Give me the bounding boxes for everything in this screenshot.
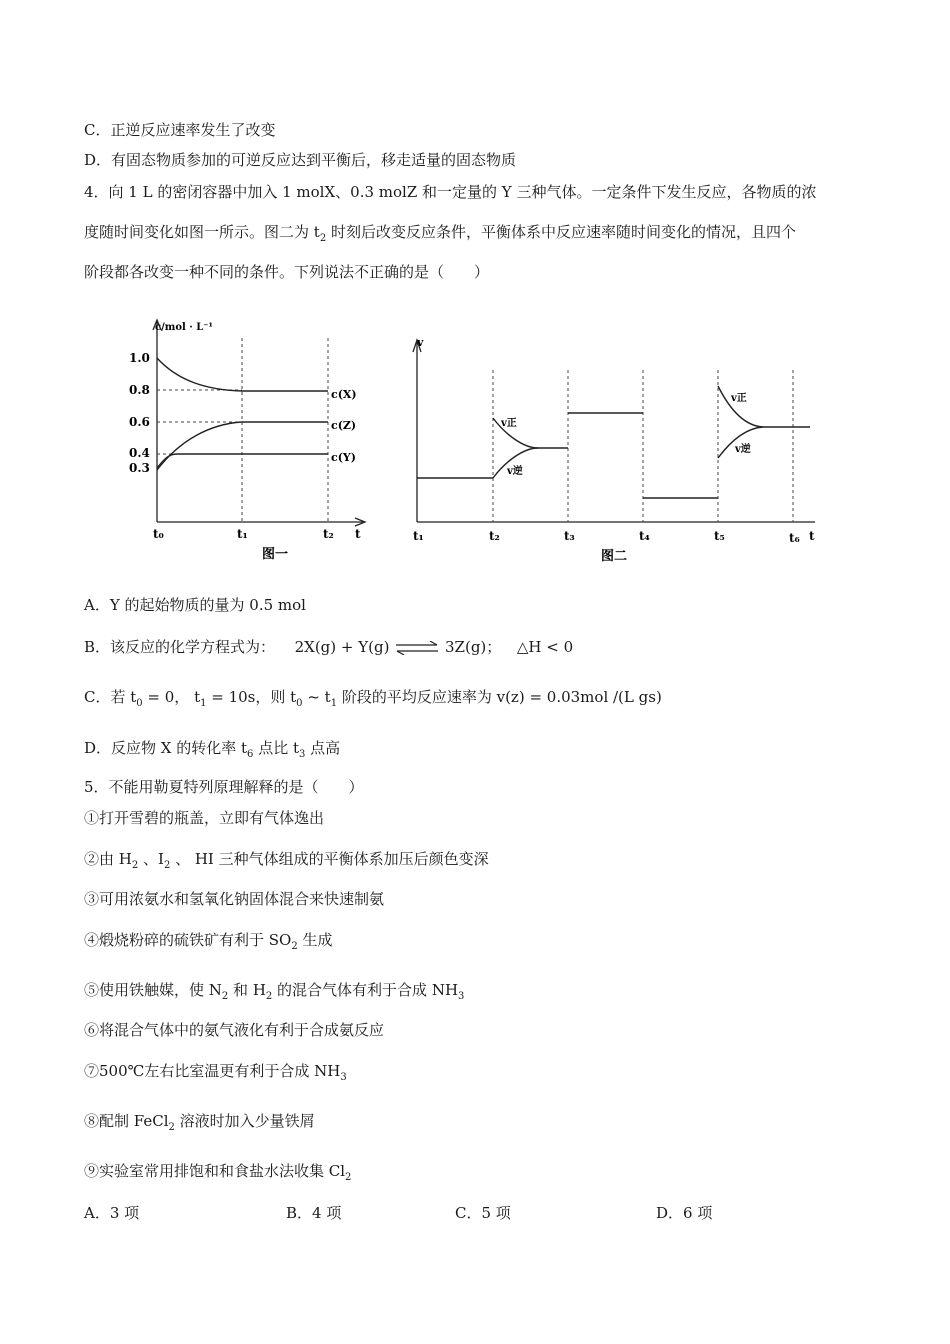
fig1-ylabel: c/mol · L⁻¹ — [155, 322, 213, 333]
q5-option-b: B．4 项 — [286, 1204, 342, 1222]
fig1-series-y: c(Y) — [331, 451, 356, 464]
q4-option-a: A．Y 的起始物质的量为 0.5 mol — [84, 596, 306, 614]
fig2-v-reverse-1: v逆 — [507, 466, 523, 477]
q5-option-d: D．6 项 — [656, 1204, 713, 1222]
q5-option-a: A．3 项 — [84, 1204, 140, 1222]
q4-option-b: B．该反应的化学方程式为： 2X(g) + Y(g) 3Z(g)； △H < 0 — [84, 638, 574, 656]
q5-item-8: ⑧配制 FeCl$_2$ 溶液时加入少量铁屑 — [84, 1112, 315, 1133]
fig2-xtick-t5: t₅ — [714, 529, 725, 543]
fig1-xtick-t1: t₁ — [237, 527, 248, 541]
q5-item-6: ⑥将混合气体中的氨气液化有利于合成氨反应 — [84, 1021, 385, 1039]
fig2-xtick-t6: t₆ — [789, 531, 800, 545]
q4-stem-line2: 度随时间变化如图一所示。图二为 $t_2$ 时刻后改变反应条件，平衡体系中反应速率随时间变化的情况，且四个 — [84, 223, 796, 244]
q5-item-4: ④煅烧粉碎的硫铁矿有利于 $SO_2$ 生成 — [84, 931, 333, 952]
q5-item-1: ①打开雪碧的瓶盖，立即有气体逸出 — [84, 809, 325, 827]
fig1-caption: 图一 — [262, 547, 289, 562]
q4-stem-line1: 4．向 1 L 的密闭容器中加入 1 molX、0.3 molZ 和一定量的 Y 三种气体。一定条件下发生反应，各物质的浓 — [84, 183, 817, 201]
fig2-xtick-t1: t₁ — [413, 529, 424, 543]
q5-item-2: ②由 $H_2$ 、$I_2$ 、 HI 三种气体组成的平衡体系加压后颜色变深 — [84, 850, 489, 871]
fig1-ytick-5: 0.3 — [129, 461, 150, 475]
fig1-ytick-4: 0.4 — [129, 446, 150, 460]
fig2-xtick-t: t — [809, 529, 815, 543]
fig1-ytick-2: 0.8 — [129, 383, 150, 397]
fig1-ytick-3: 0.6 — [129, 415, 150, 429]
q5-item-3: ③可用浓氨水和氢氧化钠固体混合来快速制氨 — [84, 890, 385, 908]
q3-option-c: C．正逆反应速率发生了改变 — [84, 121, 276, 139]
fig2-v-forward-1: v正 — [501, 418, 517, 429]
q5-option-c: C．5 项 — [455, 1204, 511, 1222]
equilibrium-arrow-icon — [394, 641, 440, 655]
fig1-ytick-1: 1.0 — [129, 351, 150, 365]
q5-item-5: ⑤使用铁触媒，使 $N_2$ 和 $H_2$ 的混合气体有利于合成 $NH_3$ — [84, 981, 465, 1002]
q3-option-d: D．有固态物质参加的可逆反应达到平衡后，移走适量的固态物质 — [84, 151, 517, 169]
fig2-v-forward-2: v正 — [731, 393, 747, 404]
fig1-xtick-t0: t₀ — [153, 527, 164, 541]
fig2-xtick-t4: t₄ — [639, 529, 650, 543]
fig2-xtick-t3: t₃ — [564, 529, 575, 543]
figure-1-concentration-graph — [125, 310, 370, 570]
q4-option-c: C．若 $t_0 = 0$， $t_1 = 10s$，则 $t_0$ ~ $t_1$ 阶段的平均反应速率为 v(z) = 0.03mol /(L gs) — [84, 688, 662, 709]
q4-option-d: D．反应物 X 的转化率 $t_6$ 点比 $t_3$ 点高 — [84, 739, 341, 760]
q4-stem-line3: 阶段都各改变一种不同的条件。下列说法不正确的是（ ） — [84, 263, 490, 281]
q5-item-9: ⑨实验室常用排饱和和食盐水法收集 $Cl_2$ — [84, 1162, 352, 1183]
figure-2-rate-graph — [405, 330, 825, 570]
fig2-ylabel: v — [417, 336, 424, 349]
q5-item-7: ⑦500℃左右比室温更有利于合成 $NH_3$ — [84, 1062, 347, 1083]
fig1-xtick-t2: t₂ — [323, 527, 334, 541]
fig1-series-z: c(Z) — [331, 419, 357, 432]
q5-stem: 5．不能用勒夏特列原理解释的是（ ） — [84, 778, 364, 796]
fig1-series-x: c(X) — [331, 388, 357, 401]
fig2-xtick-t2: t₂ — [489, 529, 500, 543]
fig2-caption: 图二 — [601, 549, 628, 564]
fig2-v-reverse-2: v逆 — [735, 444, 751, 455]
fig1-xtick-t: t — [355, 527, 361, 541]
